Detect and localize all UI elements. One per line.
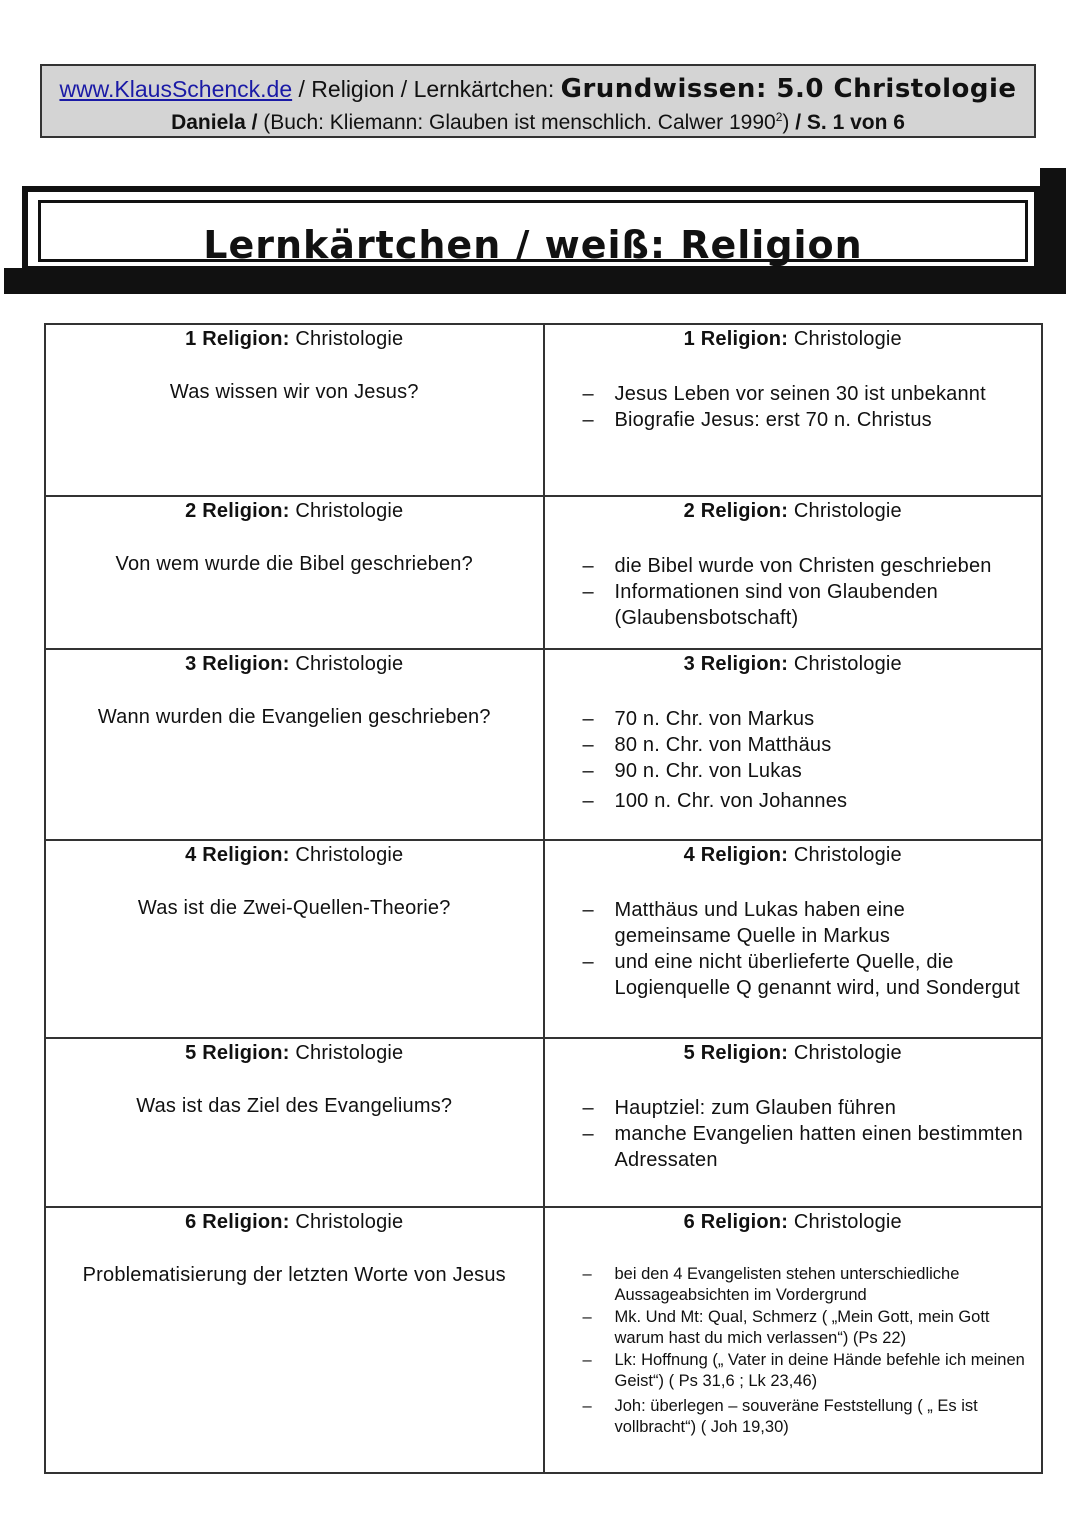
header-path: / Religion / Lernkärtchen:	[292, 76, 561, 102]
card-topic: Christologie	[289, 844, 404, 866]
header-page: / S. 1 von 6	[789, 111, 905, 134]
card-subject: Religion:	[202, 844, 290, 866]
header-book-sup: 2	[775, 110, 783, 124]
card-answer-list	[545, 1264, 1042, 1438]
card-answer-item: – Jesus Leben vor seinen 30 ist unbekannt	[615, 381, 1028, 407]
card-topic: Christologie	[788, 653, 902, 675]
card-subject: Religion:	[700, 500, 789, 522]
card-answer-item: – manche Evangelien hatten einen bestimmten Adressaten	[615, 1121, 1028, 1173]
card-number: 4	[185, 844, 197, 866]
card-answer-item: – Biografie Jesus: erst 70 n. Christus	[615, 407, 1028, 433]
card-number: 3	[185, 653, 197, 675]
card-front	[45, 324, 544, 496]
card-back	[544, 649, 1043, 840]
card-topic: Christologie	[788, 1042, 902, 1064]
card-topic: Christologie	[788, 500, 902, 522]
card-topic: Christologie	[289, 1211, 404, 1233]
card-answer-item: – und eine nicht überlieferte Quelle, die Logienquelle Q genannt wird, und Sondergut	[615, 949, 1028, 1001]
card-heading-front	[46, 497, 543, 523]
card-question: Was ist das Ziel des Evangeliums?	[136, 1095, 453, 1117]
card-subject: Religion:	[202, 1042, 290, 1064]
card-back	[544, 1207, 1043, 1473]
document-header	[40, 64, 1036, 138]
flashcard-row	[45, 496, 1042, 649]
card-heading-front	[46, 650, 543, 676]
card-answer-item: – Joh: überlegen – souveräne Feststellung ( „ Es ist vollbracht“) ( Joh 19,30)	[615, 1396, 1028, 1438]
header-book: (Buch: Kliemann: Glauben ist menschlich. Calwer 1990	[257, 111, 776, 134]
card-number: 6	[683, 1211, 695, 1233]
card-answer-item: – Matthäus und Lukas haben eine gemeinsame Quelle in Markus	[615, 897, 1028, 949]
card-front	[45, 496, 544, 649]
header-author: Daniela /	[171, 111, 258, 134]
card-number: 2	[683, 500, 695, 522]
card-heading-back	[545, 841, 1042, 867]
card-topic: Christologie	[788, 844, 902, 866]
card-heading-back	[545, 1208, 1042, 1234]
card-back	[544, 324, 1043, 496]
card-heading-front	[46, 325, 543, 351]
card-answer-item: – Lk: Hoffnung („ Vater in deine Hände befehle ich meinen Geist“) ( Ps 31,6 ; Lk 23,46)	[615, 1350, 1028, 1392]
card-number: 1	[683, 328, 695, 350]
card-question: Was wissen wir von Jesus?	[169, 381, 419, 403]
card-question: Wann wurden die Evangelien geschrieben?	[97, 706, 491, 728]
card-answer-item: – 100 n. Chr. von Johannes	[615, 788, 1028, 814]
card-front	[45, 1038, 544, 1207]
card-heading-back	[545, 650, 1042, 676]
card-answer-list	[545, 1095, 1042, 1173]
card-subject: Religion:	[700, 1042, 789, 1064]
title-banner-inner	[38, 200, 1028, 267]
card-answer-list	[545, 897, 1042, 1001]
card-heading-back	[545, 1039, 1042, 1065]
card-front	[45, 1207, 544, 1473]
card-number: 1	[185, 328, 197, 350]
header-line-1	[42, 74, 1034, 104]
website-link[interactable]: www.KlausSchenck.de	[59, 76, 293, 102]
card-answer-item: – die Bibel wurde von Christen geschrieben	[615, 553, 1028, 579]
card-answer-item: – 80 n. Chr. von Matthäus	[615, 732, 1028, 758]
flashcard-row	[45, 1038, 1042, 1207]
card-heading-back	[545, 325, 1042, 351]
card-answer-item: – Mk. Und Mt: Qual, Schmerz ( „Mein Gott, mein Gott warum hast du mich verlassen“) (Ps 22)	[615, 1307, 1028, 1349]
card-question: Von wem wurde die Bibel geschrieben?	[115, 553, 473, 575]
card-number: 4	[683, 844, 695, 866]
card-number: 6	[185, 1211, 197, 1233]
card-number: 3	[683, 653, 695, 675]
card-number: 5	[683, 1042, 695, 1064]
card-front	[45, 649, 544, 840]
card-topic: Christologie	[289, 653, 404, 675]
card-heading-front	[46, 1208, 543, 1234]
card-number: 5	[185, 1042, 197, 1064]
card-subject: Religion:	[700, 328, 789, 350]
card-topic: Christologie	[289, 1042, 404, 1064]
flashcard-row	[45, 1207, 1042, 1473]
card-heading-front	[46, 1039, 543, 1065]
card-subject: Religion:	[700, 1211, 789, 1233]
card-answer-item: – bei den 4 Evangelisten stehen unterschiedliche Aussageabsichten im Vordergrund	[615, 1264, 1028, 1306]
card-back	[544, 840, 1043, 1038]
card-answer-list	[545, 381, 1042, 433]
card-back	[544, 1038, 1043, 1207]
card-question: Problematisierung der letzten Worte von Jesus	[82, 1264, 506, 1286]
card-subject: Religion:	[202, 653, 290, 675]
flashcard-row	[45, 649, 1042, 840]
header-line-2	[42, 110, 1034, 135]
card-topic: Christologie	[289, 328, 404, 350]
flashcard-table	[44, 323, 1043, 1474]
card-topic: Christologie	[788, 328, 902, 350]
header-book-close: )	[782, 111, 790, 134]
card-subject: Religion:	[202, 1211, 290, 1233]
card-subject: Religion:	[700, 844, 789, 866]
page-title: Lernkärtchen / weiß: Religion	[203, 223, 863, 267]
card-back	[544, 496, 1043, 649]
card-answer-item: – 90 n. Chr. von Lukas	[615, 758, 1028, 784]
title-banner	[22, 186, 1040, 272]
card-answer-item: – 70 n. Chr. von Markus	[615, 706, 1028, 732]
card-heading-back	[545, 497, 1042, 523]
card-answer-list	[545, 553, 1042, 631]
card-heading-front	[46, 841, 543, 867]
card-answer-item: – Hauptziel: zum Glauben führen	[615, 1095, 1028, 1121]
card-topic: Christologie	[788, 1211, 902, 1233]
card-answer-item: – Informationen sind von Glaubenden (Glaubensbotschaft)	[615, 579, 1028, 631]
card-subject: Religion:	[202, 328, 290, 350]
card-answer-list	[545, 706, 1042, 814]
flashcard-row	[45, 324, 1042, 496]
flashcard-row	[45, 840, 1042, 1038]
card-subject: Religion:	[700, 653, 789, 675]
card-question: Was ist die Zwei-Quellen-Theorie?	[137, 897, 451, 919]
header-topic: Grundwissen: 5.0 Christologie	[560, 74, 1017, 104]
card-front	[45, 840, 544, 1038]
card-topic: Christologie	[289, 500, 404, 522]
card-subject: Religion:	[202, 500, 290, 522]
card-number: 2	[185, 500, 197, 522]
